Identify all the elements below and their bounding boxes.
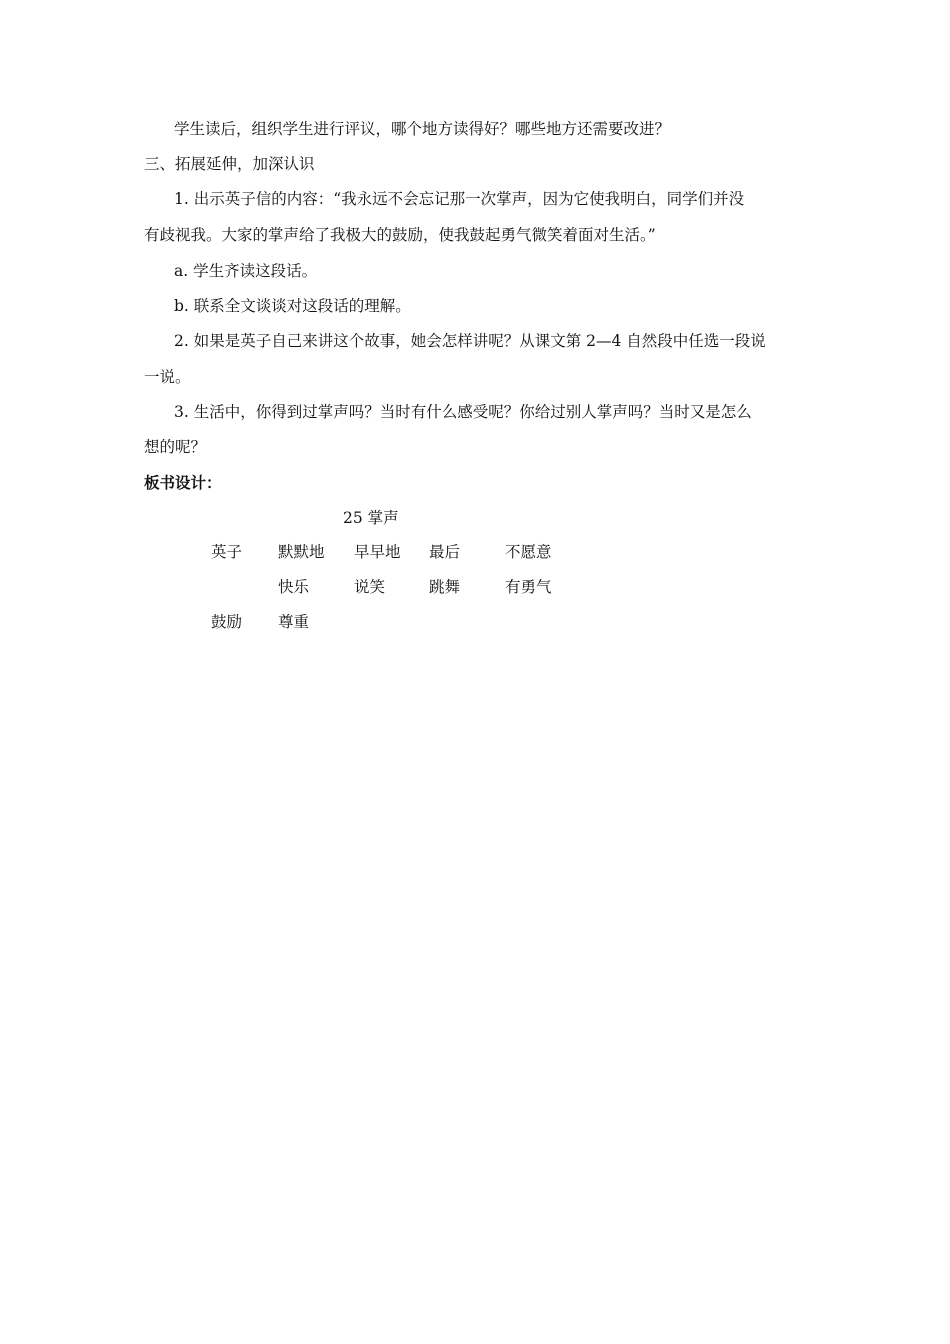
- item-1-sub-a: a. 学生齐读这段话。: [174, 262, 318, 280]
- board-title: 25 掌声: [343, 509, 399, 527]
- item-1-line-2: 有歧视我。大家的掌声给了我极大的鼓励，使我鼓起勇气微笑着面对生活。”: [144, 226, 656, 244]
- section-3-heading: 三、拓展延伸，加深认识: [144, 155, 315, 173]
- item-2-line-2: 一说。: [144, 368, 191, 386]
- board-cell: 默默地: [278, 543, 325, 561]
- board-cell: 最后: [429, 543, 461, 561]
- item-2-line-1: 2. 如果是英子自己来讲这个故事，她会怎样讲呢？从课文第 2—4 自然段中任选一段说: [174, 332, 766, 350]
- board-cell: 不愿意: [505, 543, 552, 561]
- item-1-sub-b: b. 联系全文谈谈对这段话的理解。: [174, 297, 411, 315]
- board-cell: 说笑: [354, 578, 386, 596]
- board-cell: 快乐: [278, 578, 310, 596]
- item-3-line-2: 想的呢？: [144, 438, 207, 456]
- item-1-line-1: 1. 出示英子信的内容：“我永远不会忘记那一次掌声，因为它使我明白，同学们并没: [174, 190, 745, 208]
- paragraph-student-review: 学生读后，组织学生进行评议，哪个地方读得好？哪些地方还需要改进？: [174, 120, 671, 138]
- board-cell: 尊重: [278, 613, 310, 631]
- board-cell: 英子: [211, 543, 243, 561]
- board-design-heading: 板书设计：: [144, 474, 222, 492]
- item-3-line-1: 3. 生活中，你得到过掌声吗？当时有什么感受呢？你给过别人掌声吗？当时又是怎么: [174, 403, 752, 421]
- board-cell: 有勇气: [505, 578, 552, 596]
- board-cell: 鼓励: [211, 613, 243, 631]
- board-cell: 早早地: [354, 543, 401, 561]
- board-cell: 跳舞: [429, 578, 461, 596]
